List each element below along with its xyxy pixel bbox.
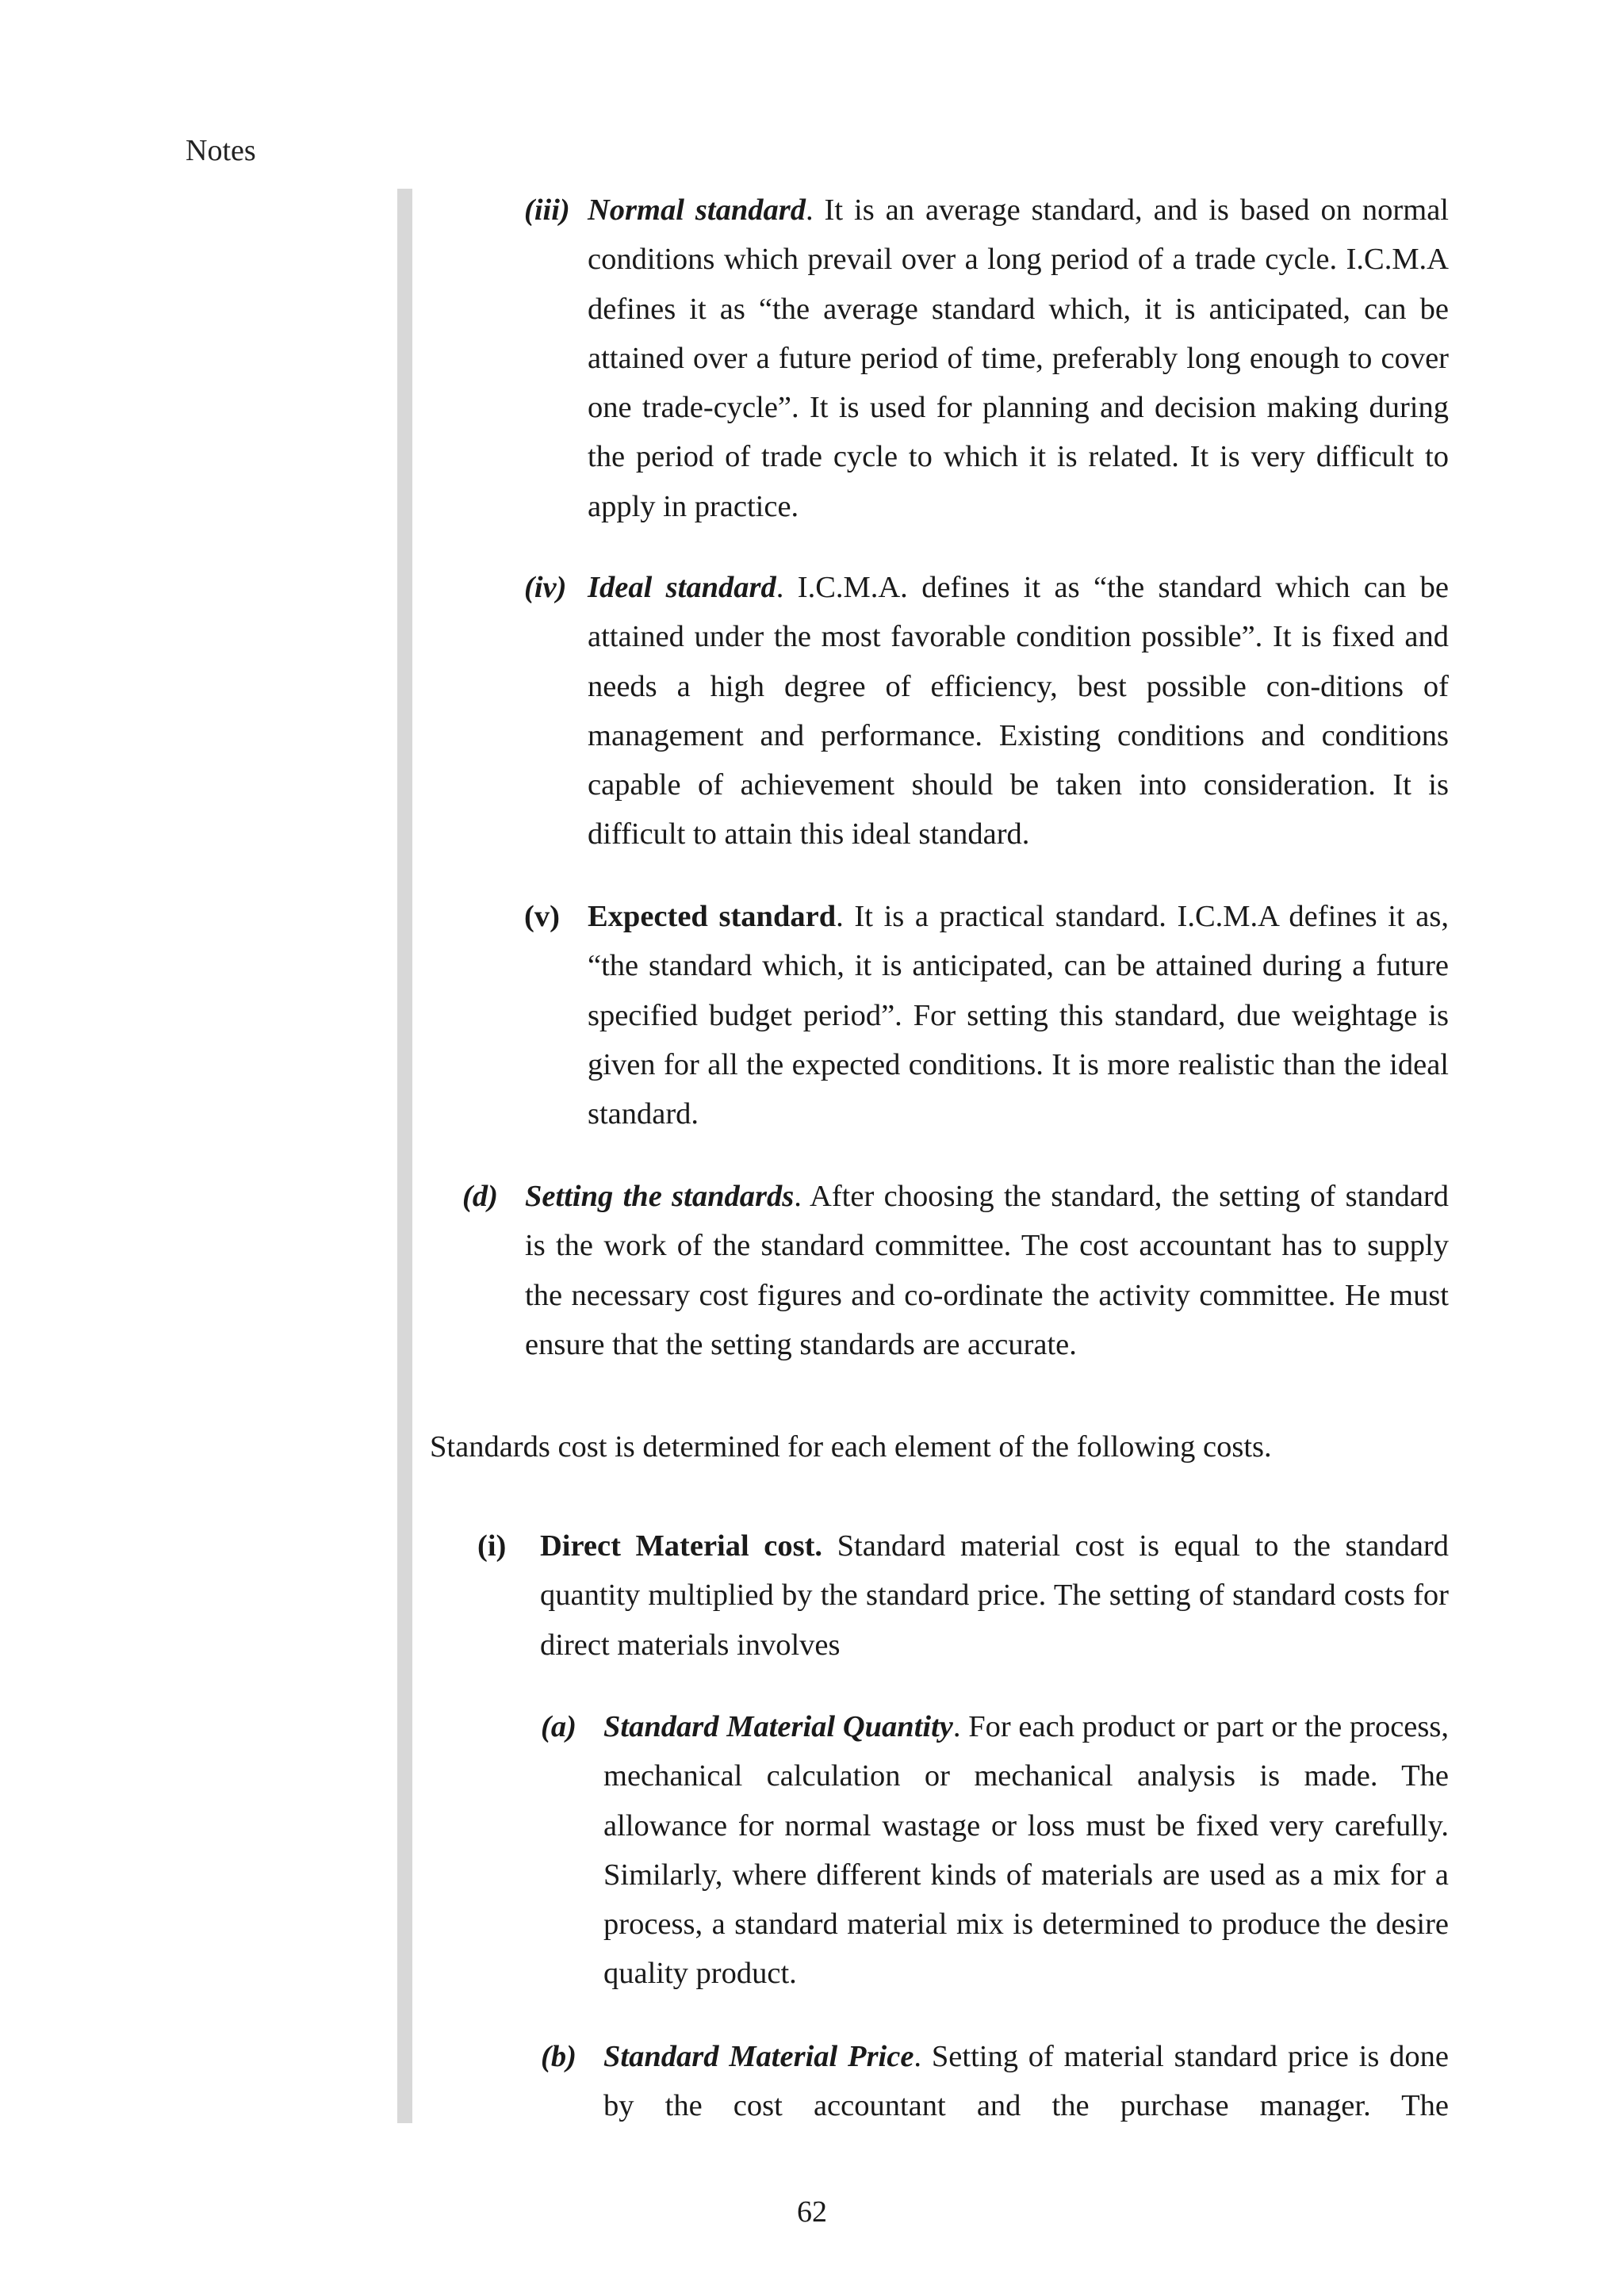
item-v-label: (v) bbox=[524, 900, 560, 933]
intro-line: Standards cost is determined for each element of the following costs. bbox=[430, 1430, 1272, 1464]
item-d-term: Setting the standards bbox=[525, 1180, 795, 1213]
item-iii-term: Normal standard bbox=[588, 193, 806, 227]
item-iv-text: . I.C.M.A. defines it as “the standard which can be attained under the most favorable condition possible”. It is fixed and needs a high degree of efficiency, best possible con-ditions of management and performance. Existing conditions and conditions capable of achievement should be taken into consideration. It is difficult to attain this ideal standard. bbox=[588, 571, 1450, 851]
sub-item-a-paragraph bbox=[603, 1702, 1449, 1999]
margin-notes-label: Notes bbox=[186, 134, 256, 167]
page-number: 62 bbox=[797, 2195, 827, 2229]
item-iii-text: . It is an average standard, and is based on normal conditions which prevail over a long period of a trade cycle. I.C.M.A defines it as “the average standard which, it is anticipated, can be attained over a future period of time, preferably long enough to cover one trade-cycle”. It is used for planning and decision making during the period of trade cycle to which it is related. It is very difficult to apply in practice. bbox=[588, 193, 1449, 523]
item-iii-label: (iii) bbox=[524, 193, 570, 227]
direct-material-paragraph bbox=[540, 1521, 1449, 1670]
sub-item-a-label: (a) bbox=[541, 1710, 576, 1743]
direct-material-text: Standard material cost is equal to the standard quantity multiplied by the standard price. The setting of standard costs for direct materials involves bbox=[540, 1529, 1449, 1662]
item-d-text: . After choosing the standard, the setting of standard is the work of the standard committee. The cost accountant has to supply the necessary cost figures and co-ordinate the activity committee. He must ensure that the setting standards are accurate. bbox=[525, 1180, 1449, 1361]
sub-item-a-term: Standard Material Quantity bbox=[603, 1710, 953, 1743]
item-iv-paragraph bbox=[588, 563, 1449, 859]
margin-rule bbox=[397, 189, 412, 2123]
item-iii-paragraph bbox=[588, 186, 1449, 531]
item-iv-term: Ideal standard bbox=[588, 571, 776, 604]
direct-material-label: (i) bbox=[477, 1529, 507, 1563]
sub-item-b-text: . Setting of material standard price is done by the cost accountant and the purchase manager. The bbox=[603, 2040, 1449, 2123]
item-v-paragraph bbox=[588, 892, 1449, 1138]
sub-item-a-text: . For each product or part or the process, mechanical calculation or mechanical analysis is made. The allowance for normal wastage or loss must be fixed very carefully. Similarly, where different kinds of materials are used as a mix for a process, a standard material mix is determined to produce the desire quality product. bbox=[603, 1710, 1449, 1991]
item-iv-label: (iv) bbox=[524, 571, 567, 604]
direct-material-term: Direct Material cost. bbox=[540, 1529, 823, 1563]
item-v-text: . It is a practical standard. I.C.M.A defines it as, “the standard which, it is anticipated, can be attained during a future specified budget period”. For setting this standard, due weightage is given for all the expected conditions. It is more realistic than the ideal standard. bbox=[588, 900, 1450, 1131]
item-d-paragraph bbox=[525, 1172, 1449, 1369]
sub-item-b-paragraph bbox=[603, 2032, 1449, 2131]
item-v-term: Expected standard bbox=[588, 900, 837, 933]
sub-item-b-term: Standard Material Price bbox=[603, 2040, 914, 2073]
sub-item-b-label: (b) bbox=[541, 2040, 576, 2073]
item-d-label: (d) bbox=[462, 1180, 498, 1213]
